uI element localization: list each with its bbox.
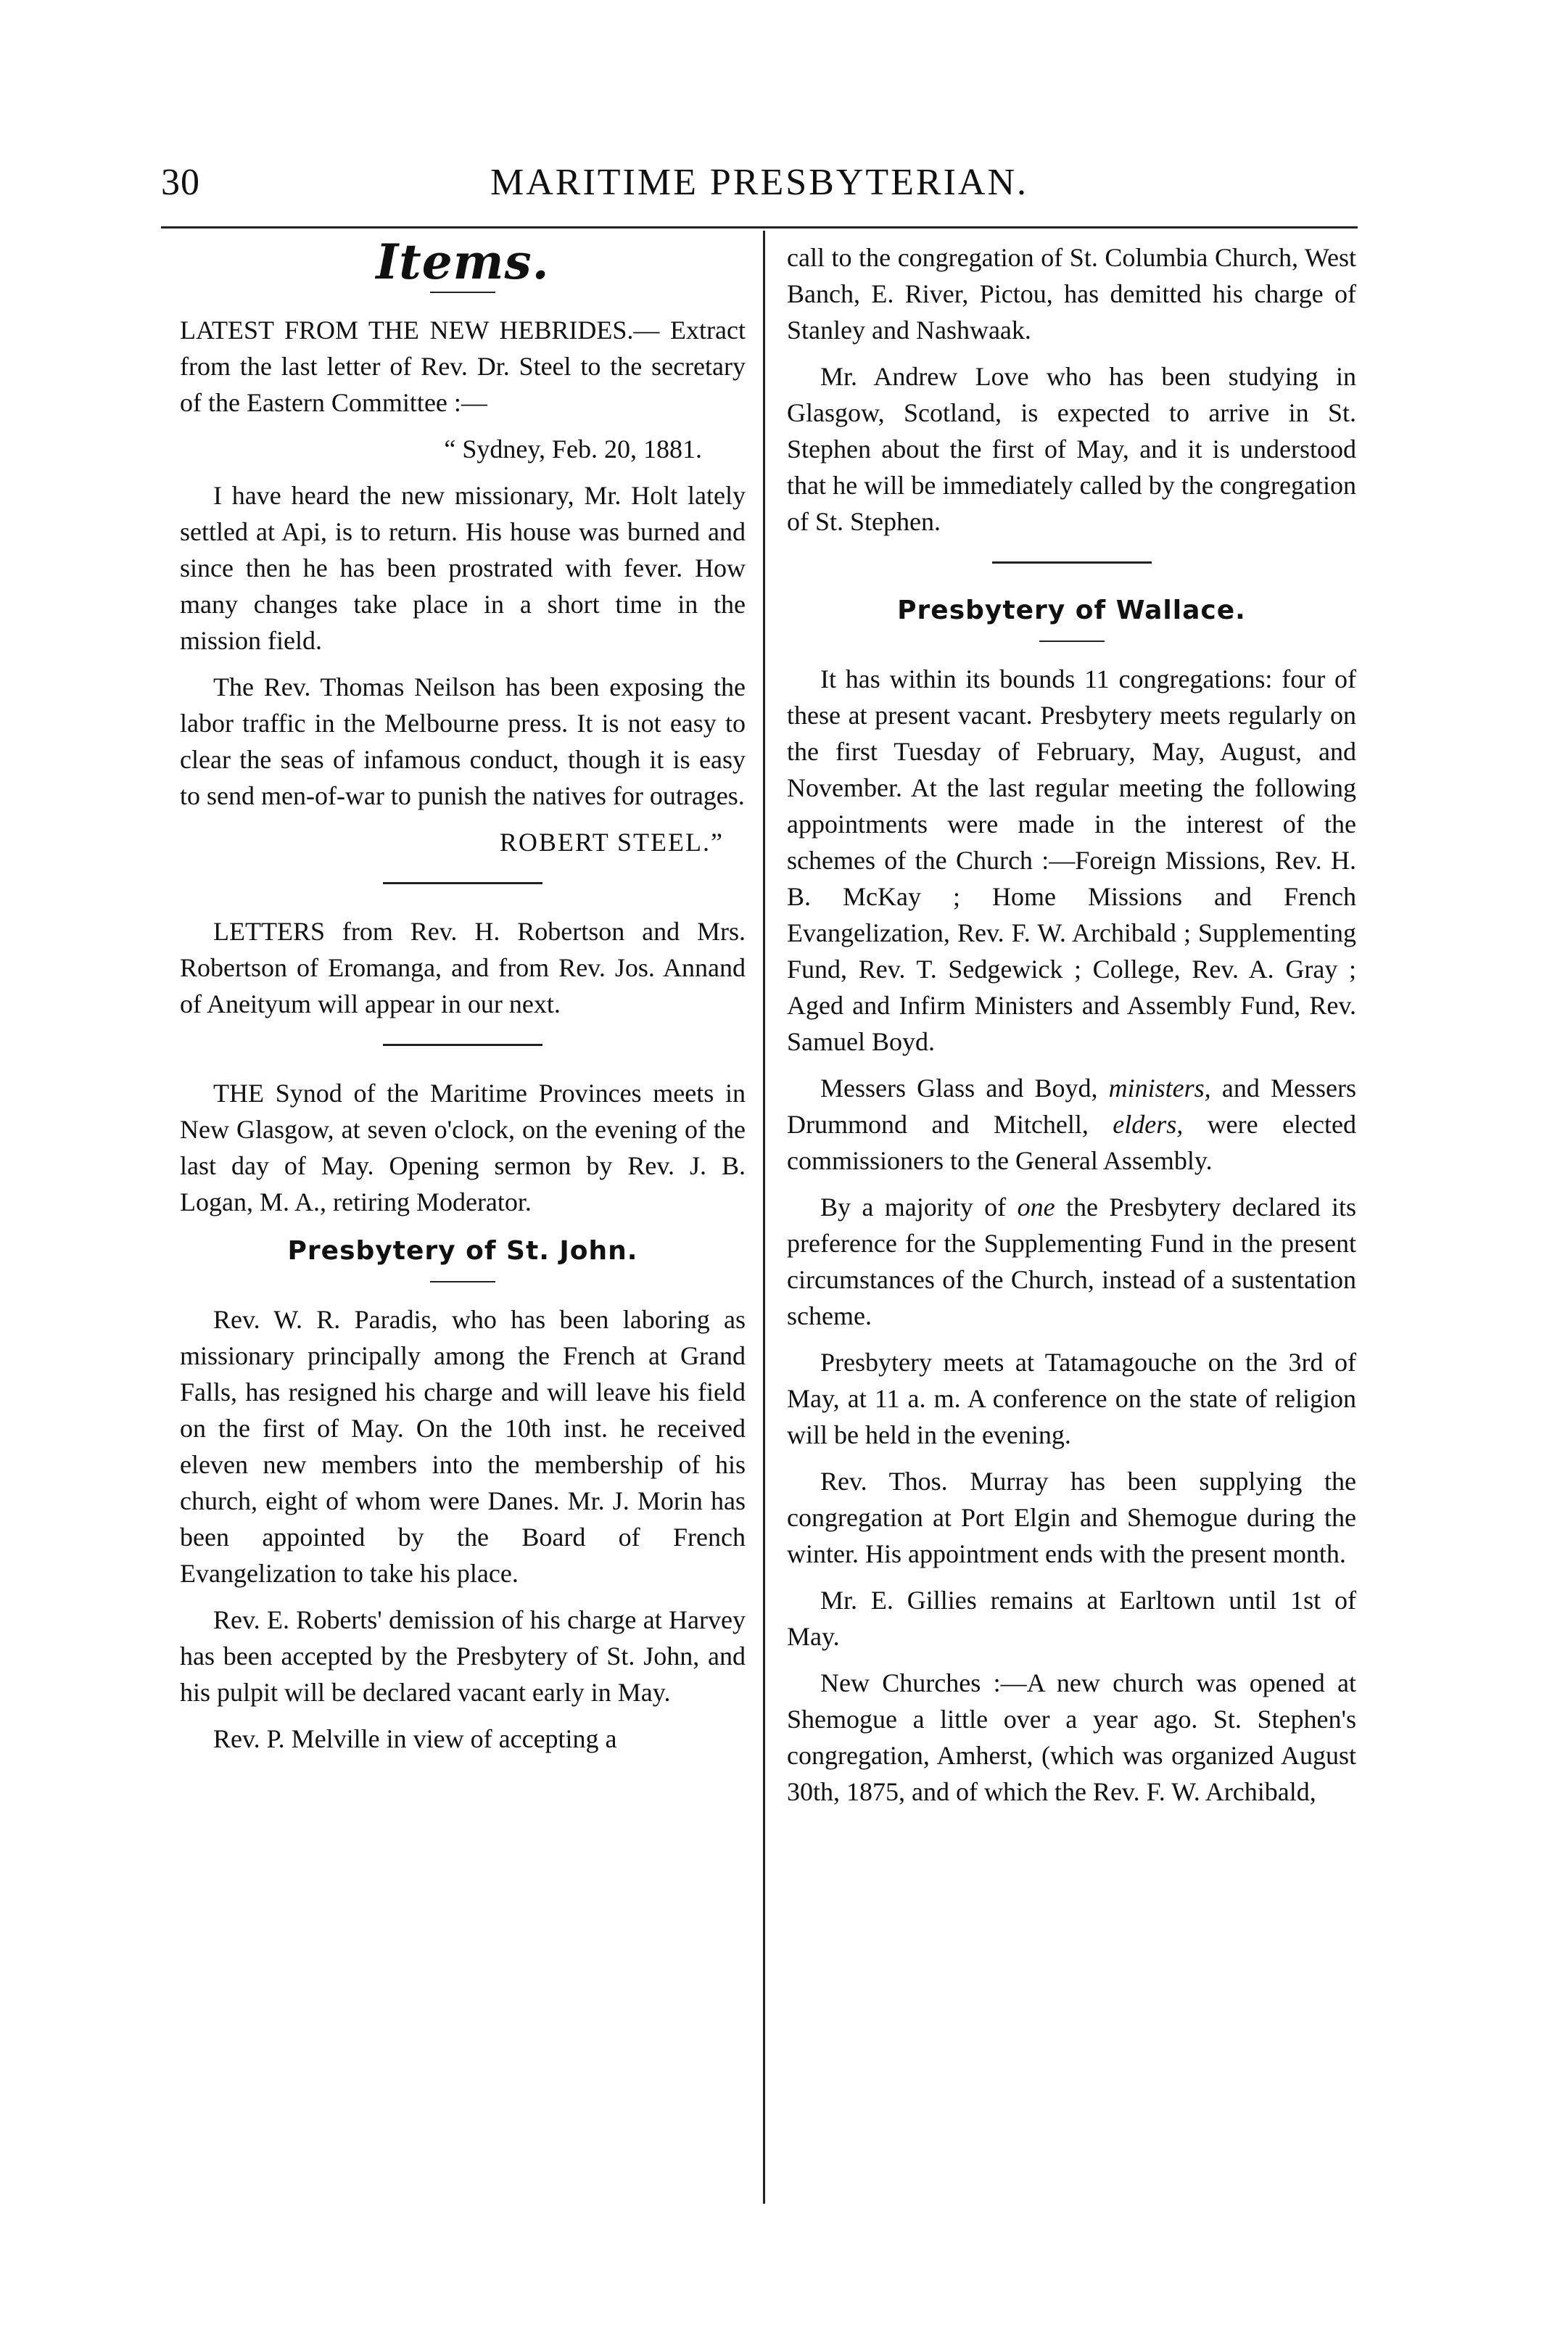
header-rule — [161, 226, 1358, 228]
synod-notice — [180, 1075, 746, 1220]
wallace-text: the Presbytery declared its preference for the Supplementing Fund in the present circumstances of the Church, instead of a sustentation scheme. — [787, 1193, 1357, 1330]
page-number: 30 — [161, 162, 200, 203]
st-john-paragraph: Rev. P. Melville in view of accepting a — [213, 1724, 617, 1753]
page-header — [161, 161, 1358, 207]
latest-news-paragraph — [180, 312, 746, 421]
latest-news-text: Extract from the last letter of Rev. Dr. Steel to the secretary of the Eastern Committee :— — [180, 316, 746, 417]
wallace-italic-text: one — [1017, 1193, 1055, 1222]
section-rule — [383, 1044, 542, 1046]
wallace-text: By a majority of — [820, 1193, 1007, 1222]
st-john-paragraph: Rev. W. R. Paradis, who has been laboring as missionary principally among the French at Grand Falls, has resigned his charge and will leave his field on the first of May. On the 10th inst. he received eleven new members into the membership of his church, eight of whom were Danes. Mr. J. Morin has been appointed by the Board of French Evangelization to take his place. — [180, 1305, 746, 1588]
left-column — [180, 234, 746, 1767]
section-rule — [1039, 641, 1105, 642]
letters-lead: LETTERS — [213, 917, 325, 946]
latest-news-lead: LATEST FROM THE NEW HEBRIDES.— — [180, 316, 660, 345]
letter-paragraph: I have heard the new missionary, Mr. Holt lately settled at Api, is to return. His house was burned and since then he has been prostrated with fever. How many changes take place in a short time in the mission field. — [180, 481, 746, 655]
wallace-text: Messers Glass and Boyd, — [820, 1074, 1098, 1103]
presbytery-st-john-heading: Presbytery of St. John. — [287, 1236, 638, 1266]
letters-text: from Rev. H. Robertson and Mrs. Robertson of Eromanga, and from Rev. Jos. Annand of Aneityum will appear in our next. — [180, 917, 746, 1018]
column-divider — [763, 231, 765, 2204]
right-column — [787, 239, 1356, 1820]
wallace-paragraph: It has within its bounds 11 congregations: four of these at present vacant. Presbytery meets regularly on the first Tuesday of February, May, August, and November. At the last regular meeting the following appointments were made in the interest of the schemes of the Church :—Foreign Missions, Rev. H. B. McKay ; Home Missions and French Evangelization, Rev. F. W. Archibald ; Supplementing Fund, Rev. T. Sedgewick ; College, Rev. A. Gray ; Aged and Infirm Ministers and Assembly Fund, Rev. Samuel Boyd. — [787, 664, 1356, 1056]
andrew-love-paragraph: Mr. Andrew Love who has been studying in Glasgow, Scotland, is expected to arrive in St. Stephen about the first of May, and it is understood that he will be immediately called by the congregation of St. Stephen. — [787, 362, 1356, 536]
section-rule — [992, 561, 1152, 564]
wallace-paragraph: Rev. Thos. Murray has been supplying the congregation at Port Elgin and Shemogue during the winter. His appointment ends with the present month. — [787, 1467, 1356, 1568]
wallace-paragraph — [787, 1070, 1356, 1179]
wallace-paragraph: New Churches :—A new church was opened at Shemogue a little over a year ago. St. Stephen's congregation, Amherst, (which was organized August 30th, 1875, and of which the Rev. F. W. Archibald, — [787, 1668, 1356, 1806]
wallace-paragraph: Mr. E. Gillies remains at Earltown until 1st of May. — [787, 1586, 1356, 1651]
section-rule — [430, 1281, 495, 1282]
items-heading: Items. — [376, 234, 550, 290]
synod-text: Synod of the Maritime Provinces meets in New Glasgow, at seven o'clock, on the evening of the last day of May. Opening sermon by Rev. J. B. Logan, M. A., retiring Moderator. — [180, 1079, 746, 1216]
letters-notice — [180, 913, 746, 1022]
letter-signature: ROBERT STEEL.” — [499, 828, 724, 857]
wallace-paragraph: Presbytery meets at Tatamagouche on the 3rd of May, at 11 a. m. A conference on the state of religion will be held in the evening. — [787, 1348, 1356, 1449]
continued-paragraph: call to the congregation of St. Columbia Church, West Banch, E. River, Pictou, has demitted his charge of Stanley and Nashwaak. — [787, 243, 1356, 345]
letter-dateline: “ Sydney, Feb. 20, 1881. — [444, 435, 702, 464]
st-john-paragraph: Rev. E. Roberts' demission of his charge at Harvey has been accepted by the Presbytery of St. John, and his pulpit will be declared vacant early in May. — [180, 1605, 746, 1707]
wallace-text: were elected commissioners to the General Assembly. — [787, 1110, 1356, 1175]
wallace-text: and Messers Drummond and Mitchell, — [787, 1074, 1356, 1139]
running-title: MARITIME PRESBYTERIAN. — [490, 162, 1029, 203]
section-rule — [383, 882, 542, 884]
presbytery-wallace-heading: Presbytery of Wallace. — [897, 596, 1246, 625]
wallace-italic-text: elders, — [1113, 1110, 1184, 1139]
letter-paragraph: The Rev. Thomas Neilson has been exposing the labor traffic in the Melbourne press. It is not easy to clear the seas of infamous conduct, though it is easy to send men-of-war to punish the natives for outrages. — [180, 672, 746, 810]
wallace-italic-text: ministers, — [1108, 1074, 1211, 1103]
section-rule — [430, 292, 495, 293]
synod-lead: THE — [213, 1079, 264, 1108]
wallace-paragraph — [787, 1189, 1356, 1334]
